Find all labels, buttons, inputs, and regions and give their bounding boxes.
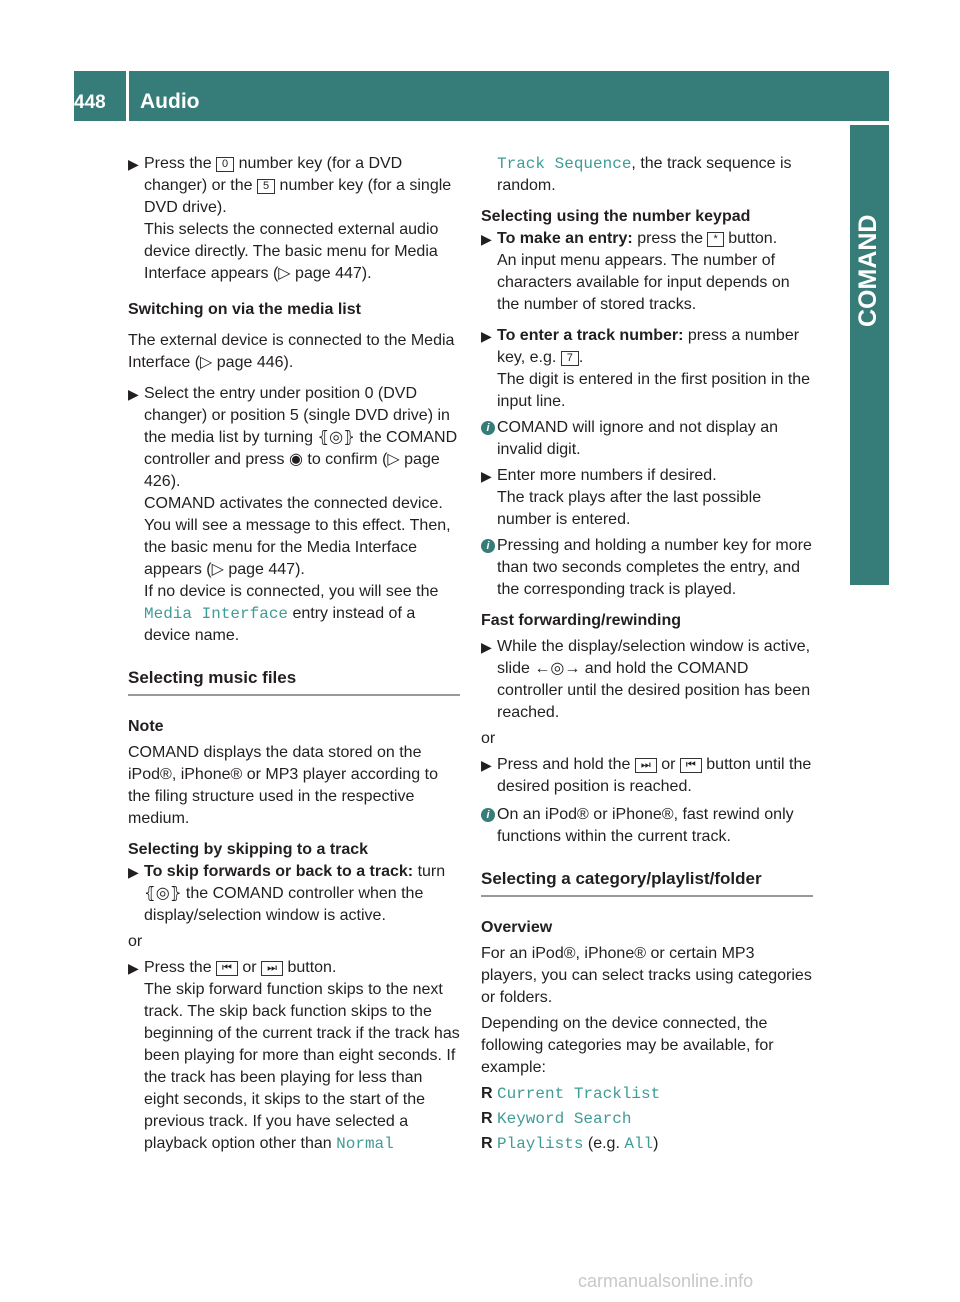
side-label: COMAND <box>854 214 882 327</box>
step-slide-controller: ▶ While the display/selection window is active, slide ←◎→ and hold the COMAND controller until the desired position has been reached. <box>481 638 811 721</box>
heading-keypad: Selecting using the number keypad <box>481 208 751 225</box>
rotate-controller-icon: ⦃◎⦄ <box>317 429 355 446</box>
heading-music-files: Selecting music files <box>128 667 460 696</box>
step-make-entry: ▶ To make an entry: press the * button. An input menu appears. The number of characters available for input depends on the number of stored tracks. <box>481 230 790 313</box>
note-title: Note <box>128 718 164 735</box>
right-column <box>481 153 813 1155</box>
overview-title: Overview <box>481 919 553 936</box>
left-column <box>128 153 460 1155</box>
step-select-entry: ▶ Select the entry under position 0 (DVD changer) or position 5 (single DVD drive) in the media list by turning ⦃◎⦄ the COMAND controller and press ◉ to confirm (▷ page 426). COMAND activates the connected device. You will see a message to this effect. Then, the basic menu for the Media Interface appears (▷ page 447). If no device is connected, you will see the Media Interface entry instead of a device name. <box>128 385 458 644</box>
info-icon: i <box>481 808 495 822</box>
heading-category: Selecting a category/playlist/folder <box>481 868 813 897</box>
watermark: carmanualsonline.info <box>578 1271 754 1291</box>
page-title: Audio <box>140 90 200 113</box>
info-ipod-rewind: i On an iPod® or iPhone®, fast rewind only functions within the current track. <box>481 804 813 848</box>
heading-media-list: Switching on via the media list <box>128 301 361 318</box>
info-invalid-digit: i COMAND will ignore and not display an invalid digit. <box>481 417 813 461</box>
skip-back-key: ⏮ <box>216 961 238 976</box>
list-item: R Playlists (e.g. All) <box>481 1135 659 1153</box>
arrow-icon: ▶ <box>128 386 139 402</box>
slide-controller-icon: ←◎→ <box>534 660 581 677</box>
arrow-icon: ▶ <box>128 960 139 976</box>
info-icon: i <box>481 539 495 553</box>
overview-text: For an iPod®, iPhone® or certain MP3 players, you can select tracks using categories or folders. <box>481 945 812 1006</box>
list-item: R Keyword Search <box>481 1110 632 1128</box>
paragraph-media-list: The external device is connected to the Media Interface (▷ page 446). <box>128 332 455 371</box>
track-sequence-label: Track Sequence <box>497 155 632 173</box>
key-0: 0 <box>216 157 234 172</box>
normal-label: Normal <box>336 1135 394 1153</box>
arrow-icon: ▶ <box>481 328 492 344</box>
step-press-number-key: ▶ Press the 0 number key (for a DVD changer) or the 5 number key (for a single DVD drive). This selects the connected external audio device directly. The basic menu for Media Interface appears (▷ page 447). <box>128 155 452 282</box>
page-number: 448 <box>74 92 106 113</box>
list-item: R Current Tracklist <box>481 1085 661 1103</box>
star-key: * <box>707 232 723 247</box>
step-skip-buttons: ▶ Press the ⏮ or ⏭ button. The skip forward function skips to the next track. The skip back function skips to the beginning of the current track if the track has been playing for more than eight seconds. If the track has been playing for less than eight seconds, it skips to the start of the previous track. If you have selected a playback option other than Normal <box>128 959 460 1153</box>
arrow-icon: ▶ <box>481 757 492 773</box>
heading-skip: Selecting by skipping to a track <box>128 841 369 858</box>
step-skip-track: ▶ To skip forwards or back to a track: turn ⦃◎⦄ the COMAND controller when the display/selection window is active. <box>128 863 446 924</box>
key-5: 5 <box>257 179 275 194</box>
skip-forward-key: ⏭ <box>261 961 283 976</box>
rotate-controller-icon: ⦃◎⦄ <box>144 885 182 902</box>
skip-back-key: ⏮ <box>680 758 702 773</box>
arrow-icon: ▶ <box>128 156 139 172</box>
header-divider <box>126 71 129 121</box>
arrow-icon: ▶ <box>128 864 139 880</box>
arrow-icon: ▶ <box>481 639 492 655</box>
info-hold-key: i Pressing and holding a number key for more than two seconds completes the entry, and the corresponding track is played. <box>481 535 813 601</box>
step-enter-number: ▶ To enter a track number: press a number key, e.g. 7 . The digit is entered in the first position in the input line. <box>481 327 811 410</box>
press-controller-icon: ◉ <box>288 451 303 468</box>
depending-text: Depending on the device connected, the following categories may be available, for example: <box>481 1015 774 1076</box>
key-7: 7 <box>561 351 579 366</box>
media-interface-label: Media Interface <box>144 605 289 623</box>
step-hold-button: ▶ Press and hold the ⏭ or ⏮ button until the desired position is reached. <box>481 756 812 795</box>
step-more-numbers: ▶ Enter more numbers if desired. The track plays after the last possible number is entered. <box>481 467 762 528</box>
arrow-icon: ▶ <box>481 231 492 247</box>
arrow-icon: ▶ <box>481 468 492 484</box>
continued-text: Track Sequence, the track sequence is random. <box>497 155 792 194</box>
skip-forward-key: ⏭ <box>635 758 657 773</box>
heading-fast-forward: Fast forwarding/rewinding <box>481 612 682 629</box>
or-text: or <box>128 933 143 950</box>
or-text: or <box>481 730 496 747</box>
info-icon: i <box>481 421 495 435</box>
note-text: COMAND displays the data stored on the iPod®, iPhone® or MP3 player according to the filing structure used in the respective medium. <box>128 744 438 827</box>
